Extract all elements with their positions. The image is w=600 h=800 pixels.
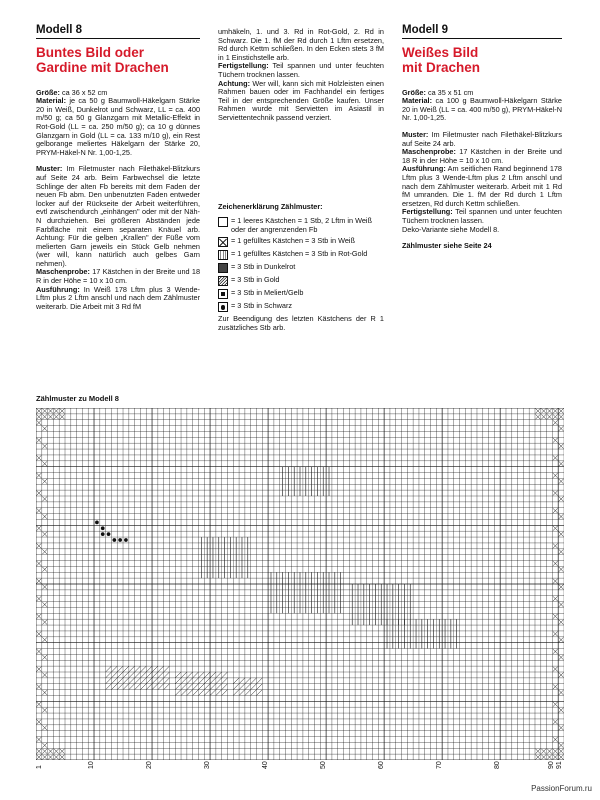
middle-column: [218, 28, 384, 333]
legend-text: = 1 gefülltes Kästchen = 3 Stb in Weiß: [231, 236, 355, 246]
legend-row-meliert: [218, 289, 384, 299]
diagonal-square-icon: [218, 276, 228, 286]
legend-list: [218, 217, 384, 312]
inner-square-icon: [218, 289, 228, 299]
legend-text: = 3 Stb in Gold: [231, 275, 280, 285]
model8-continued: umhäkeln, 1. und 3. Rd in Rot-Gold, 2. Rd in Schwarz. Die 1. fM der Rd durch 1 Lftm ersetzen, Rd durch Kettm schließen. In den Ecken stets 3 fM in 1 Einstichstelle arb.: [218, 27, 384, 62]
x-label-60: 60: [378, 761, 385, 769]
model8-achtung-value: Wer will, kann sich mit Holzleisten einen Rahmen bauen oder im Fachhandel ein fertiges Teil in der entsprechenden Größe kaufen. Unser Rahmen wurde mit Servietten im Asiastil in Serviettentechnik passend verziert.: [218, 78, 384, 122]
legend-text: = 3 Stb in Schwarz: [231, 301, 293, 311]
x-label-30: 30: [204, 761, 211, 769]
legend-row-weiss: [218, 237, 384, 247]
model9-title-line2: mit Drachen: [402, 59, 481, 75]
model8-achtung: [218, 80, 384, 123]
x-label-80: 80: [494, 761, 501, 769]
legend-row-rotgold: [218, 250, 384, 260]
striped-square-icon: [218, 250, 228, 260]
model8-fertig-label: Fertigstellung:: [218, 61, 269, 71]
watermark: PassionForum.ru: [531, 784, 592, 793]
model9-heading: Modell 9: [402, 26, 562, 39]
model8-muster-value: Im Filetmuster nach Filethäkel-Blitzkurs auf Seite 24 arb. Beim Farbwechsel die letzte Schlinge der alten Fb bereits mit dem Faden der neuen Fb abm. Den unbenutzten Faden entweder locker auf der Rückseite der Arbeit weiterführen, evtl zwischendurch „einhängen" oder mit der Näh-N durchziehen. Bei größeren Abständen jede Farbfläche mit einem separaten Knäuel arb. Achtung: Für die gelben „Krallen" der Füße vom melierten Garn jeweils ein Stück Gelb nehmen (wer will, kann natürlich auch gelbes Garn nehmen).: [36, 164, 200, 268]
legend-row-dunkelrot: [218, 263, 384, 273]
model8-ausfuehrung-label: Ausführung:: [36, 284, 80, 294]
model8-maschenprobe-value: 17 Kästchen in der Breite und 18 R in der Höhe = 10 x 10 cm.: [36, 267, 200, 286]
model8-material-label: Material:: [36, 96, 67, 106]
model9-zaehlmuster-ref: Zählmuster siehe Seite 24: [402, 241, 492, 251]
model9-fertig-value: Teil spannen und unter feuchten Tüchern trocknen lassen.: [402, 207, 562, 225]
model8-muster-label: Muster:: [36, 164, 63, 174]
model8-title-line2: Gardine mit Drachen: [36, 59, 169, 75]
x-label-10: 10: [88, 761, 95, 769]
model9-maschenprobe-value: 17 Kästchen in der Breite und 18 R in der Höhe = 10 x 10 cm.: [402, 147, 562, 165]
model8-muster: [36, 165, 200, 268]
model8-fertigstellung: [218, 62, 384, 79]
model9-fertigstellung: [402, 208, 562, 225]
model9-material-value: ca 100 g Baumwoll-Häkelgarn Stärke 20 in Weiß (LL = ca. 400 m/50 g), PRYM-Häkel-N Nr. 1,00-1,25.: [402, 96, 562, 123]
model9-title-line1: Weißes Bild: [402, 44, 479, 60]
chart-title: Zählmuster zu Modell 8: [36, 394, 119, 403]
legend-row-schwarz: [218, 302, 384, 312]
model9-column: [402, 26, 562, 251]
model9-maschenprobe: [402, 148, 562, 165]
empty-square-icon: [218, 217, 228, 227]
model8-ausfuehrung-value: In Weiß 178 Lftm plus 3 Wende-Lftm plus 2 Lftm anschl und nach dem Zählmuster weiterarb. Die Arbeit mit 3 Rd fM: [36, 284, 200, 311]
model9-ausfuehrung: [402, 165, 562, 208]
legend-note: Zur Beendigung des letzten Kästchens der R 1 zusätzliches Stb arb.: [218, 314, 384, 332]
model9-title: [402, 45, 562, 75]
legend-text: = 3 Stb in Dunkelrot: [231, 262, 296, 272]
model9-material: [402, 97, 562, 123]
legend-text: = 1 gefülltes Kästchen = 3 Stb in Rot-Gold: [231, 249, 368, 259]
model8-fertig-value: Teil spannen und unter feuchten Tüchern trocknen lassen.: [218, 61, 384, 79]
dot-square-icon: [218, 302, 228, 312]
model8-material: [36, 97, 200, 157]
legend-row-gold: [218, 276, 384, 286]
model8-size-value: ca 36 x 52 cm: [59, 87, 108, 97]
model9-ausfuehrung-value: Am seitlichen Rand beginnend 178 Lftm plus 3 Wende-Lftm plus 2 Lftm anschl und nach dem Zählmuster weiterarb. Arbeit mit 1 Rd fM umranden. Die 1. fM der Rd durch 1 Lftm ersetzen, Rd durch Kettm schließen.: [402, 164, 562, 208]
model9-fertig-label: Fertigstellung:: [402, 207, 453, 217]
x-label-50: 50: [320, 761, 327, 769]
cross-square-icon: [218, 237, 228, 247]
model9-muster-label: Muster:: [402, 129, 429, 139]
filled-square-icon: [218, 263, 228, 273]
x-label-90: 90: [548, 761, 555, 769]
model8-maschenprobe: [36, 268, 200, 285]
crochet-chart: [36, 408, 564, 760]
model9-size-label: Größe:: [402, 87, 426, 97]
model9-muster-value: Im Filetmuster nach Filethäkel-Blitzkurs auf Seite 24 arb.: [402, 129, 562, 148]
model8-maschenprobe-label: Maschenprobe:: [36, 267, 90, 277]
model8-title-line1: Buntes Bild oder: [36, 44, 145, 60]
model9-material-label: Material:: [402, 96, 433, 106]
chart-x-labels: [36, 757, 564, 771]
model9-ausfuehrung-label: Ausführung:: [402, 164, 446, 174]
x-label-20: 20: [146, 761, 153, 769]
x-label-40: 40: [262, 761, 269, 769]
legend-row-empty: [218, 217, 384, 234]
model8-material-value: je ca 50 g Baumwoll-Häkelgarn Stärke 20 in Weiß, Dunkelrot und Schwarz, LL = ca. 400 m/50 g; ca 50 g Glanzgarn mit Metallic-Effekt in Rot-Gold (LL = ca. 250 m/50 g); ca 10 g dünnes Glanzgarn in Gold (LL = ca. 133 m/10 g), ein Rest gelborange meliertes Häkelgarn der Stärke 20, PRYM-Häkel-N Nr. 1,00-1,25.: [36, 96, 200, 157]
model9-muster: [402, 131, 562, 148]
chart-grid: [36, 408, 564, 760]
model8-achtung-label: Achtung:: [218, 78, 251, 88]
model8-heading: Modell 8: [36, 26, 200, 39]
model8-title: [36, 45, 200, 75]
x-label-91: 91: [556, 761, 563, 769]
model9-maschenprobe-label: Maschenprobe:: [402, 147, 456, 157]
legend-text: = 1 leeres Kästchen = 1 Stb, 2 Lftm in Weiß oder der angrenzenden Fb: [231, 216, 373, 234]
model8-size-label: Größe:: [36, 87, 60, 97]
x-label-1: 1: [36, 765, 43, 769]
model9-size-value: ca 35 x 51 cm: [425, 87, 474, 97]
model9-deko: Deko-Variante siehe Modell 8.: [402, 224, 500, 234]
legend-title: Zeichenerklärung Zählmuster:: [218, 201, 323, 211]
legend-text: = 3 Stb in Meliert/Gelb: [231, 288, 304, 298]
x-label-70: 70: [436, 761, 443, 769]
model8-column: [36, 26, 200, 311]
model8-ausfuehrung: [36, 286, 200, 312]
